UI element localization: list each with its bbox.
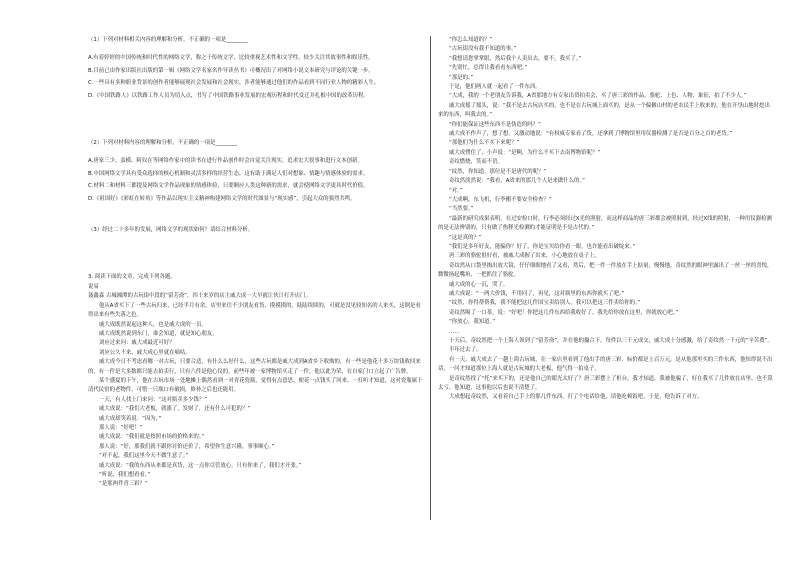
story-paragraph: 戚大成愣住了，小声说：“是啊，为什么不买下去南博物馆呢？” xyxy=(449,149,601,156)
q1-option-d: D.《中国铁路人》以铁路工作人员为切入点，书写了中国铁路事业发展的宏观历程和时代变迁并扎根中国的改革历程。 xyxy=(88,92,369,99)
q1-option-a: A.有着婷婷的中国传统和时代性的网络文学，称之于传统文学，比较重视艺术性和文学性，较少关注其故事性和娱乐性。 xyxy=(88,55,374,62)
story-paragraph: “当然要。” xyxy=(449,206,474,213)
q2-option-b: B.中国网络文学具有受众选择的核心机制和灵活多样的经营生态，这有助于满足人们对想象、情趣与情感体验的需求。 xyxy=(88,170,369,177)
story-paragraph: “你放心，我知道。” xyxy=(449,319,496,326)
q1-option-b: B.目前已由作家出版社出版的第一辑《网络文学名家名作导读丛书》可概况出了对网络小说文本研究与评论的关键一步。 xyxy=(88,67,374,74)
q1-option-c: C.一些具有多种职业背景的创作者能够展现社会发展和社会现实，涉者能够通过他们的作品看到不同行业人物的精彩人生。 xyxy=(88,80,380,87)
story-paragraph: “你怎么知道的？” xyxy=(449,37,493,43)
story-paragraph: 有一天，戚大成去了一趟上海古玩城，在一家店里看到了他出手的唐三彩，标价都是上百万元，是从他那里买的三件东西，他惊得说不出话，一问才知道那位上海人就是古玩城的大老板，他气得一拍桌子。 xyxy=(438,356,773,373)
story-genre: 说易 xyxy=(88,283,99,290)
story-paragraph: “那是的。” xyxy=(449,74,474,81)
story-paragraph: 戚大成今日不考虑看哪一对古玩，只要合适，有什么么好什么，这些古玩都是戚大成到A省乡下收购的，有一些是他花十多万块钱收回来的，有一件是大多数都只能去拍卖行，只有六件是他心仪的，前些年被一家博物馆买走了一件，他以此为荣，在自家门口立起了广告牌。 xyxy=(88,359,421,375)
story-paragraph: 是奇纹然找了“托”来买下的，还是他自己的眼光太好了？唐三彩摆上了柜台，我才知道，我被他骗了，好在我买了几件放在店里，也不算太亏。他知道，这事他以后也说不清楚了。 xyxy=(438,375,773,392)
story-paragraph: 唐三彩的骆驼很好看，被戚大成握了出来，小心地放在桌子上。 xyxy=(449,253,600,260)
story-paragraph: 戚大成既然说起这种人，也是戚大成的一员。 xyxy=(99,321,207,328)
story-paragraph: “我们是多年好友，能骗你？好了，你是宝贝给你看一眼，也许能看出破绽来。” xyxy=(449,243,636,250)
left-column xyxy=(88,36,424,520)
story-paragraph: “听说，我们想看看，” xyxy=(99,472,151,478)
story-paragraph: “最新的研究成果表明，在过安检口时，行李必须经过X光的照射，而这样商品的唐三彩都会被照射到，经过X线的照射，一种用仪器检测的是无法辨别的，只有做了热释光检测的才能证明是不是古代的。” xyxy=(438,215,772,232)
story-paragraph: “那他们为什么不买下来呢？” xyxy=(449,140,520,147)
story-paragraph: 奇纹然喝了一口茶，说：“好吧！你把这几件东西给我收好了，我先给你放在这里，你就放心吧。” xyxy=(449,309,679,316)
q2-stem: （2）下列对材料内容的理解和分析，不正确的一项是________ xyxy=(88,140,237,147)
story-paragraph: 刘应过来问：戚大成最近可好？ xyxy=(99,340,175,347)
story-paragraph: 那人说：“好，那我们就不跟你讨价还价了，希望你生意兴隆，事事顺心。” xyxy=(99,443,275,450)
story-paragraph: “纹然，你得帮帮我，我不能把这几件国宝卖给别人，我可以把这三件卖给你的。” xyxy=(449,300,641,307)
story-paragraph: 戚大成的心一沉，哭了。 xyxy=(449,281,509,288)
story-paragraph: 奇纹然从口袋里掏出放大镜，仔仔细细地看了又看，然后，把一件一件放在手上掂量，慢慢地，奇纹然的眼神里露出了一丝一丝的喜悦，微微扬起嘴角，一把抓住了骆驼。 xyxy=(438,262,773,279)
right-column xyxy=(438,36,774,520)
story-paragraph: 戚大成不作声了，想了想，又激动地说：“有权威专家看了货，还拿到了博物馆里用仪器检测了是否是百分之百的老货。” xyxy=(449,131,733,138)
story-paragraph: “这是真的？” xyxy=(449,234,482,241)
story-paragraph: 戚大成摇了摇头，说：“我不是去古玩店买的，也不是在古玩城上面买的，是从一个偏僻山村的老农民手上收来的。他在开垦山地时挖出来的东西，叫我去的。” xyxy=(438,102,770,119)
story-paragraph: 戚大成说：“我的东西从来都是真货，这一点你尽管放心。只有你来了，我们才开张。” xyxy=(99,462,302,469)
section3-title: 3. 阅读下面的文章，完成下列各题。 xyxy=(88,274,176,281)
q3-stem: （3）经过二十多年的发展，网络文学的现状如何？请结合材料分析。 xyxy=(88,227,254,234)
story-paragraph: 戚大成说：“一两大价钱，不用问了，再见，这对瓶里的东西你就买了吧。” xyxy=(449,290,625,297)
story-paragraph: “大成啊，东飞机，行李搬不要安全检查？” xyxy=(449,196,552,203)
story-paragraphs-right xyxy=(438,36,774,403)
q2-option-c: C.材料二和材料三都提及网络文学作品现象的情感体验，只要顺应人类这种新的需求，就会使网络文学更具时代价值。 xyxy=(88,183,369,190)
story-paragraph: “对。” xyxy=(449,187,463,194)
story-paragraph: “对不起，我们这里今天不做生意了。” xyxy=(99,453,189,460)
story-paragraph: 于是，他们两人就一起看了一件东西。 xyxy=(449,84,541,91)
story-paragraph: 奇纹燃烧，笑而不语。 xyxy=(449,159,503,166)
story-paragraph: 刘应公久不来，戚大成心里就在嘀咕。 xyxy=(99,349,191,356)
story-paragraph: 戚大成却笑着说：“因为，” xyxy=(99,415,162,422)
story-paragraph: 十天后，奇纹然把一个上海人领到了“留芳斋”，并在他的撮合下，每件以三千元成交，戚大成十分感激，给了奇纹然一千元的“辛苦费”。 xyxy=(449,338,773,344)
story-paragraph: 戚大成既然说到东门，谁会知道，就是知心朋友。 xyxy=(99,330,218,337)
story-paragraph: “古玩街没有我不知道的事。” xyxy=(449,46,517,53)
q2-option-d: D.《祖国好》《彩虹在转角》等作品以现实主义精神构建网络文学的时代图景与“现实感”，引起大众的强烈共鸣。 xyxy=(88,195,356,202)
story-paragraph: “大成，我的一个老朋友告诉我，A省那地方有专家出资拍卖会，买了唐三彩的作品，骆驼、上色、人物、象征，拍了不少人。” xyxy=(449,93,747,100)
story-paragraph: …… xyxy=(449,328,460,335)
story-paragraph: “你们能保证这些东西不是伪造的吗？” xyxy=(449,121,541,128)
story-paragraph: “我想请您掌掌眼，然后我个人卖出去，要不，我买了。” xyxy=(449,55,582,62)
story-author-line: 聂鑫森 古城湘潭的古玩街中段的“留芳斋”，四十来岁的店主戚大成一大早就让伙计打开店门。 xyxy=(88,293,311,300)
column-divider xyxy=(430,36,431,520)
story-paragraph: 某个盛夏的下午，他在古玩市场一处地摊上偶然看到一对青花瓷瓶，觉得有点意思，便花一点钱买了回来。一打听才知道，这对瓷瓶属于清代民窑的老物件，可惜一只瓶口有破损，修补之后也还能用。 xyxy=(88,377,423,394)
story-paragraph: “先别忙，总得让我看看东西吧。” xyxy=(449,65,528,72)
story-paragraph: 他从A省买下了一些古玩归来，已经半月有余，店里来往不少朋友看货，摸摸摸的，陆陆续续的，可就是没见较知名的人来买，这倒是看得出来有些失落之色。 xyxy=(88,302,421,319)
story-paragraph: 那人说：“好吧！” xyxy=(99,424,143,431)
story-paragraph: 大成想起奇纹然，又看着自己手上的那几件东西，打了个电话给他，请他吃顿饭吧，于是，他告诉了对方。 xyxy=(449,394,703,401)
story-paragraph: “是那两件青三彩？” xyxy=(99,481,148,488)
q1-stem: （1）下列对材料相关内容的理解和分析，不正确的一项是________ xyxy=(88,37,248,43)
story-paragraph: 戚大成说：“我们大老板，就涨了，发财了，还有什么可犯的？” xyxy=(99,406,251,413)
story-paragraphs-left xyxy=(88,302,424,490)
story-paragraph: 一天，有人找上门来问：“这对瓶卖多少钱？” xyxy=(99,396,208,403)
story-paragraph: 奇纹然淡然说：“我看，A省来的那几个人是来做什么的。” xyxy=(449,178,585,185)
story-paragraph: “纹然，你知道，那位是不是唐代的呢？” xyxy=(449,168,547,175)
story-paragraph: 戚大成说：“我们就是按照市场的价格来的。” xyxy=(99,434,205,441)
q2-option-a: A.唐家三少、蛮横、阿奴在等网络作家中的读书在进行作品创作时会自觉关注现实，追求宏大叙事和进行文本创新。 xyxy=(88,158,363,165)
story-paragraph: 半年过去了。 xyxy=(449,347,482,354)
